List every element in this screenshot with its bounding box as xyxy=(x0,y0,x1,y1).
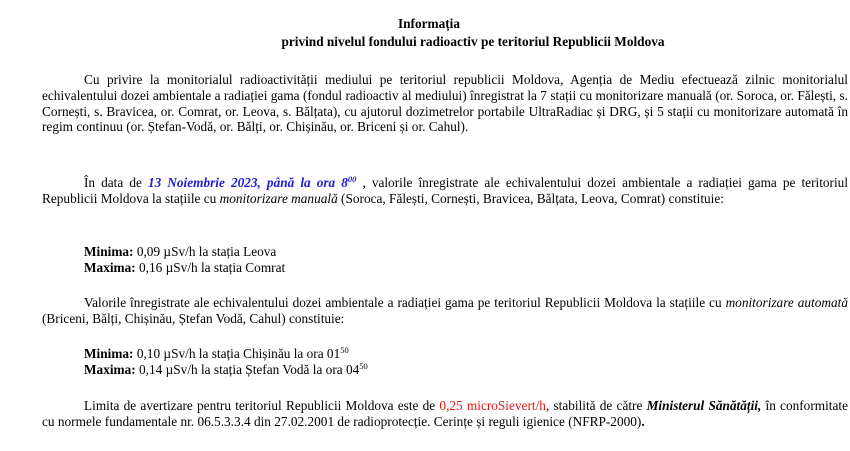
manual-stats xyxy=(84,244,784,276)
document-title: Informația xyxy=(397,16,461,31)
manual-monitoring-paragraph xyxy=(42,175,848,207)
limit-end: . xyxy=(641,413,645,429)
measurement-date: 13 Noiembrie 2023, până la ora $8^{00}$ xyxy=(147,174,357,190)
ministry-name: Ministerul Sănătății, xyxy=(646,398,762,413)
manual-prefix: În data de xyxy=(84,175,148,190)
limit-text-a: Limita de avertizare pentru teritoriul Republicii Moldova este de xyxy=(84,398,440,413)
auto-text-a: Valorile înregistrate ale echivalentului dozei ambientale a radiației gama pe teritoriul Republicii Moldova la stațiile cu xyxy=(84,295,726,310)
auto-text-b: (Briceni, Bălți, Chișinău, Ștefan Vodă, Cahul) constituie: xyxy=(42,310,345,326)
auto-max-row: Maxima: 0,14 µSv/h la stația Ștefan Vodă la ora $04^{50}$ xyxy=(84,360,368,377)
limit-value: 0,25 microSievert/h xyxy=(439,398,546,413)
limit-text-b: , stabilită de către xyxy=(545,398,647,413)
manual-text-a: , valorile înregistrate ale echivalentului dozei ambientale a radiației gama pe teritoriul Republicii Moldova la stațiile cu xyxy=(42,175,849,206)
manual-max-row: Maxima: 0,16 µSv/h la stația Comrat xyxy=(84,259,286,275)
intro-text: Cu privire la monitorialul radioactivității mediului pe teritoriul republicii Moldova, Agenția de Mediu efectuează zilnic monitorialul echivalentului dozei ambientale a radiației gama (fondul radioactiv al mediului) înregistrat la 7 stații cu monitorizare manuală (or. Soroca, or. Fălești, s. Cornești, s. Bravicea, or. Comrat, or. Leova, s. Bălțata), cu ajutorul dozimetrelor portabile UltraRadiac și DRG, și 5 stații cu monitorizare automată în regim continuu (or. Ștefan-Vodă, or. Bălți, or. Chișinău, or. Briceni și or. Cahul). xyxy=(42,72,848,135)
auto-min-row: Minima: 0,10 µSv/h la stația Chișinău la ora $01^{50}$ xyxy=(84,345,349,361)
manual-mode: monitorizare manuală xyxy=(219,190,338,206)
limit-paragraph xyxy=(42,398,848,430)
automatic-stats xyxy=(84,346,784,378)
limit-text-c: în conformitate cu normele fundamentale nr. 06.5.3.3.4 din 27.02.2001 de radioprotecție. Cerințe și reguli igienice (NFRP-2000) xyxy=(42,398,848,429)
document-subtitle: privind nivelul fondului radioactiv pe teritoriul Republicii Moldova xyxy=(281,34,665,49)
intro-paragraph xyxy=(42,72,848,135)
auto-mode: monitorizare automată xyxy=(725,295,848,310)
automatic-monitoring-paragraph xyxy=(42,295,848,327)
manual-min-row: Minima: 0,09 µSv/h la stația Leova xyxy=(84,244,277,259)
manual-text-b: (Soroca, Fălești, Cornești, Bravicea, Bălțata, Leova, Comrat) constituie: xyxy=(337,190,724,206)
